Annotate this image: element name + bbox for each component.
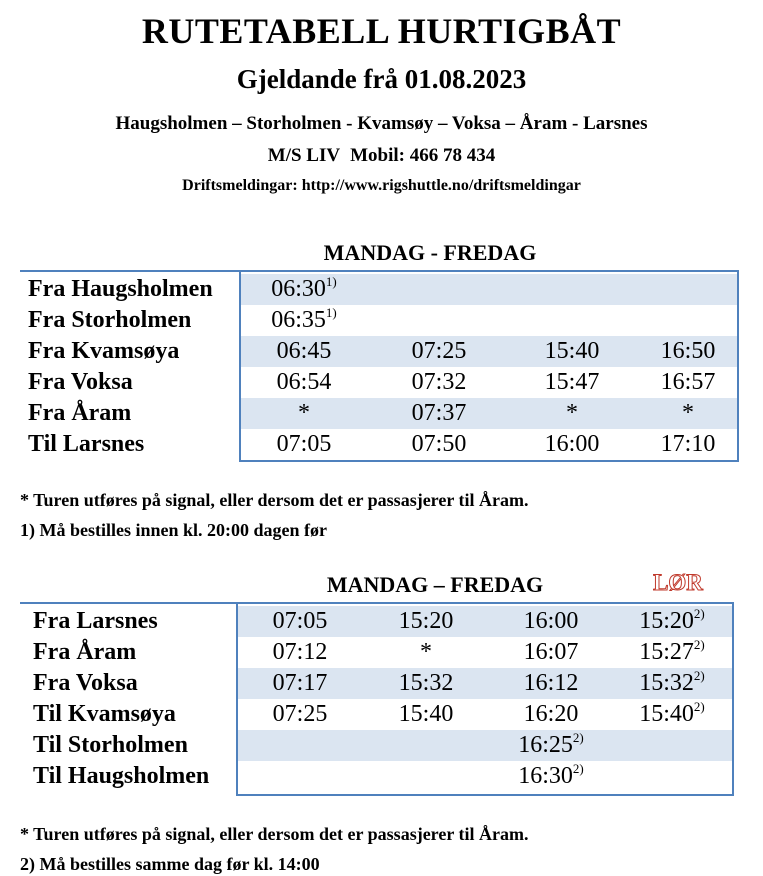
time-value: 16:12 xyxy=(523,670,579,696)
time-cell xyxy=(240,639,360,666)
time-value: 07:37 xyxy=(411,400,467,426)
time-cell xyxy=(628,369,748,396)
row-label: Fra Larsnes xyxy=(33,608,158,634)
footnote-marker: 2) xyxy=(693,668,705,683)
time-cell xyxy=(379,369,499,396)
time-cell xyxy=(491,608,611,635)
time-cell xyxy=(240,670,360,697)
row-label: Til Haugsholmen xyxy=(33,763,210,789)
row-label: Til Storholmen xyxy=(33,732,188,758)
footnote-marker: 2) xyxy=(693,699,705,714)
time-cell xyxy=(240,608,360,635)
time-value: * xyxy=(682,400,694,426)
time-cell xyxy=(512,369,632,396)
time-value: 15:20 xyxy=(639,608,694,634)
vessel-name: M/S LIV xyxy=(267,145,341,166)
time-cell xyxy=(612,608,732,635)
time-value: 16:25 xyxy=(518,732,573,758)
time-cell xyxy=(366,639,486,666)
row-band xyxy=(238,730,732,761)
time-value: 07:32 xyxy=(411,369,467,395)
footnote-marker: 1) xyxy=(325,274,337,289)
time-value: 15:40 xyxy=(544,338,600,364)
time-cell xyxy=(612,701,732,728)
time-cell xyxy=(491,639,611,666)
time-cell xyxy=(240,701,360,728)
time-cell xyxy=(491,701,611,728)
time-value: 16:57 xyxy=(660,369,716,395)
row-label: Fra Voksa xyxy=(28,369,133,395)
time-cell xyxy=(379,338,499,365)
time-value: 07:25 xyxy=(272,701,328,727)
time-value: 16:07 xyxy=(523,639,579,665)
time-cell xyxy=(379,431,499,458)
time-cell xyxy=(366,701,486,728)
time-value: 15:32 xyxy=(639,670,694,696)
time-cell xyxy=(628,338,748,365)
time-cell xyxy=(512,431,632,458)
footnote-marker: 2) xyxy=(572,761,584,776)
time-cell xyxy=(244,276,364,303)
time-value: 16:30 xyxy=(518,763,573,789)
table1-heading: MANDAG - FREDAG xyxy=(323,240,537,265)
time-value: 15:40 xyxy=(398,701,454,727)
time-cell xyxy=(244,369,364,396)
time-cell xyxy=(244,338,364,365)
time-value: 06:54 xyxy=(276,369,332,395)
time-cell xyxy=(244,307,364,334)
row-label: Fra Haugsholmen xyxy=(28,276,213,302)
time-cell xyxy=(244,431,364,458)
time-value: 17:10 xyxy=(660,431,716,457)
table1-top-rule xyxy=(20,270,240,272)
time-value: 15:20 xyxy=(398,608,454,634)
row-label: Fra Åram xyxy=(28,400,132,426)
time-cell xyxy=(366,670,486,697)
time-value: 07:12 xyxy=(272,639,328,665)
time-cell xyxy=(628,431,748,458)
time-value: * xyxy=(566,400,578,426)
time-value: 06:35 xyxy=(271,307,326,333)
row-label: Til Larsnes xyxy=(28,431,145,457)
time-value: 07:05 xyxy=(272,608,328,634)
time-value: 07:17 xyxy=(272,670,328,696)
time-cell xyxy=(628,400,748,427)
route-line: Haugsholmen – Storholmen - Kvamsøy – Voksa – Åram - Larsnes xyxy=(115,113,648,134)
row-label: Fra Kvamsøya xyxy=(28,338,180,364)
footnote-marker: 2) xyxy=(693,606,705,621)
time-value: 15:40 xyxy=(639,701,694,727)
table2-note-booking: 2) Må bestilles samme dag før kl. 14:00 xyxy=(20,854,320,874)
footnote-marker: 2) xyxy=(693,637,705,652)
time-cell xyxy=(244,400,364,427)
time-cell xyxy=(512,338,632,365)
time-cell xyxy=(491,763,611,790)
table2-saturday-heading: LØR xyxy=(653,570,703,595)
time-value: * xyxy=(420,639,432,665)
time-cell xyxy=(612,670,732,697)
time-cell xyxy=(379,400,499,427)
table1-note-booking: 1) Må bestilles innen kl. 20:00 dagen før xyxy=(20,520,328,540)
vessel-info xyxy=(0,145,763,167)
time-value: 16:00 xyxy=(544,431,600,457)
row-label: Til Kvamsøya xyxy=(33,701,176,727)
page-title: RUTETABELL HURTIGBÅT xyxy=(141,11,622,51)
time-value: 07:05 xyxy=(276,431,332,457)
time-value: 06:45 xyxy=(276,338,332,364)
vessel-phone: Mobil: 466 78 434 xyxy=(350,145,496,166)
time-value: 16:00 xyxy=(523,608,579,634)
time-value: 15:47 xyxy=(544,369,600,395)
time-value: * xyxy=(298,400,310,426)
time-value: 07:50 xyxy=(411,431,467,457)
operations-link[interactable]: Driftsmeldingar: http://www.rigshuttle.no/driftsmeldingar xyxy=(182,177,581,194)
time-value: 15:32 xyxy=(398,670,454,696)
time-cell xyxy=(612,639,732,666)
row-label: Fra Storholmen xyxy=(28,307,192,333)
time-value: 15:27 xyxy=(639,639,694,665)
time-cell xyxy=(491,670,611,697)
time-cell xyxy=(366,608,486,635)
row-label: Fra Voksa xyxy=(33,670,138,696)
table2-heading: MANDAG – FREDAG xyxy=(326,572,544,597)
table2-top-rule xyxy=(20,602,237,604)
time-value: 07:25 xyxy=(411,338,467,364)
valid-from-subtitle: Gjeldande frå 01.08.2023 xyxy=(236,64,527,94)
table2-note-signal: * Turen utføres på signal, eller dersom det er passasjerer til Åram. xyxy=(20,824,529,844)
time-value: 06:30 xyxy=(271,276,326,302)
time-value: 16:50 xyxy=(660,338,716,364)
time-value: 16:20 xyxy=(523,701,579,727)
row-label: Fra Åram xyxy=(33,639,137,665)
time-cell xyxy=(491,732,611,759)
table1-note-signal: * Turen utføres på signal, eller dersom det er passasjerer til Åram. xyxy=(20,490,529,510)
footnote-marker: 1) xyxy=(325,305,337,320)
footnote-marker: 2) xyxy=(572,730,584,745)
time-cell xyxy=(512,400,632,427)
